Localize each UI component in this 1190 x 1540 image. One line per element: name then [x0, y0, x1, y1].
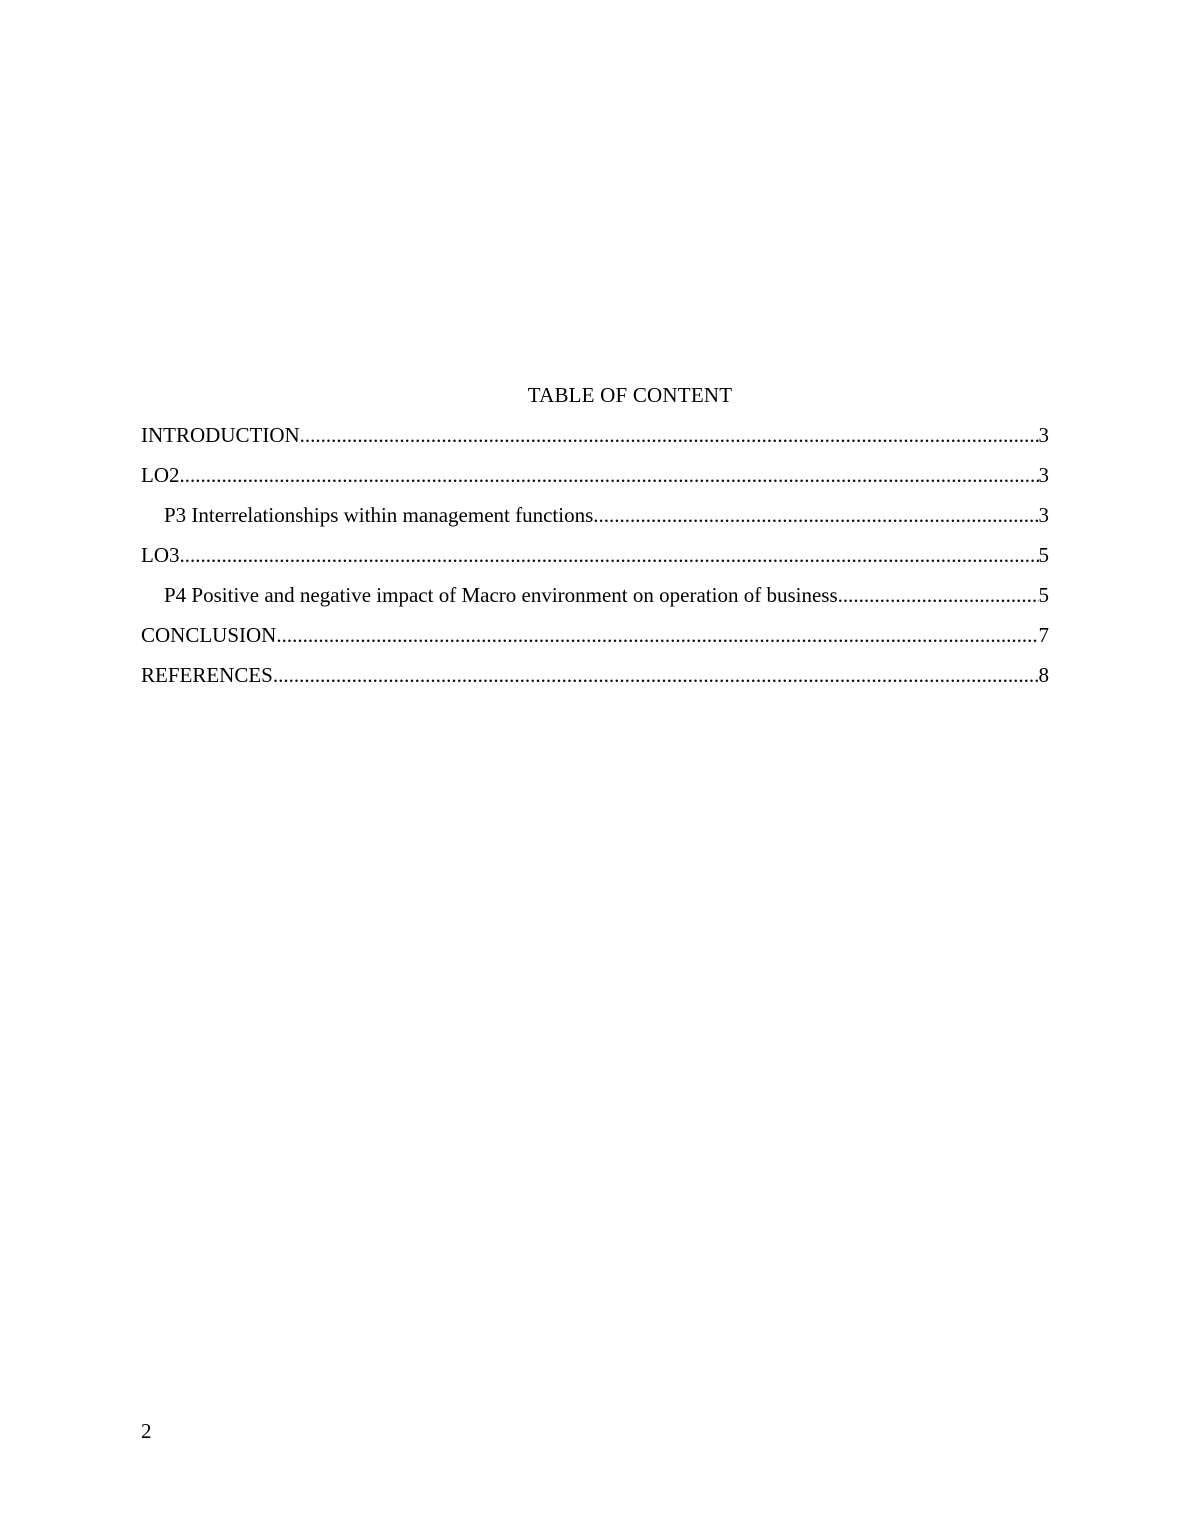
toc-entry-conclusion[interactable] — [141, 621, 1049, 661]
toc-entry-lo2[interactable] — [141, 461, 1049, 501]
toc-entry-p4[interactable] — [141, 581, 1049, 621]
toc-entry-lo3[interactable] — [141, 541, 1049, 581]
toc-entry-page: 5 — [1038, 543, 1049, 567]
toc-entry-page: 3 — [1038, 423, 1049, 447]
toc-entry-label: LO2 — [141, 463, 180, 487]
toc-entry-label: CONCLUSION — [141, 623, 277, 647]
toc-title: TABLE OF CONTENT — [527, 383, 733, 407]
toc-dot-leader — [180, 461, 1039, 489]
toc-entry-label: LO3 — [141, 543, 180, 567]
table-of-contents — [141, 421, 1049, 701]
toc-entry-introduction[interactable] — [141, 421, 1049, 461]
toc-entry-label: P3 Interrelationships within management functions — [164, 503, 594, 527]
toc-dot-leader — [276, 621, 1038, 649]
toc-entry-page: 3 — [1038, 463, 1049, 487]
toc-dot-leader — [300, 421, 1039, 449]
toc-entry-label: INTRODUCTION — [141, 423, 300, 447]
toc-entry-p3[interactable] — [141, 501, 1049, 541]
toc-entry-label: REFERENCES — [141, 663, 273, 687]
toc-entry-references[interactable] — [141, 661, 1049, 701]
toc-entry-page: 7 — [1038, 623, 1049, 647]
toc-dot-leader — [593, 501, 1038, 529]
toc-dot-leader — [273, 661, 1039, 689]
toc-dot-leader — [838, 581, 1039, 609]
toc-entry-label: P4 Positive and negative impact of Macro environment on operation of business — [164, 583, 838, 607]
toc-entry-page: 5 — [1038, 583, 1049, 607]
toc-entry-page: 8 — [1038, 663, 1049, 687]
toc-entry-page: 3 — [1038, 503, 1049, 527]
page-number: 2 — [141, 1419, 152, 1443]
toc-dot-leader — [180, 541, 1039, 569]
